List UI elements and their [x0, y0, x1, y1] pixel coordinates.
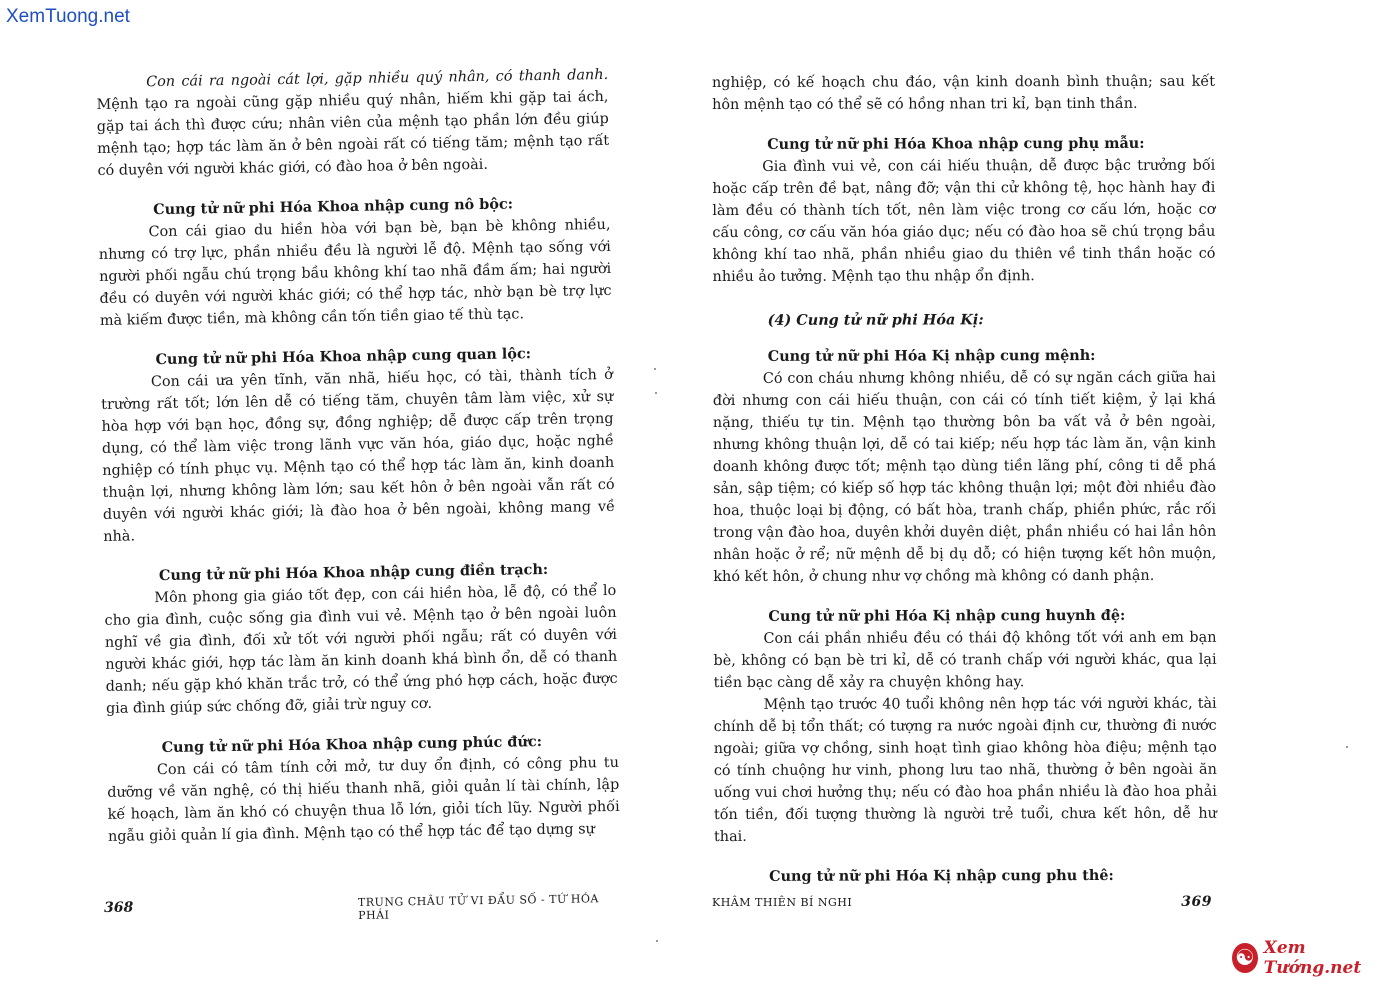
logo-text: Xem Tướng.net [1263, 938, 1362, 978]
subsection-hoa-ki: (4) Cung tử nữ phi Hóa Kị: [767, 311, 984, 329]
section-body-quan-loc: Con cái ưa yên tĩnh, văn nhã, hiếu học, có tài, thành tích ở trường rất tốt; lớn lên dễ có tiếng tăm, chuyên tâm làm việc, xử sự hòa hợp với bạn học, đồng sự, đồng nghiệp; dễ được cấp trên trọng dụng, có thể làm việc trong lãnh vực văn hóa, giáo dục, hoặc nghề nghiệp có tính phục vụ. Mệnh tạo có thể hợp tác làm ăn, kinh doanh thuận lợi, nhưng không làm lớn; sau kết hôn ở bên ngoài vẫn rất có duyên với người khác giới; là đào hoa ở bên ngoài, không mang về nhà. [101, 366, 616, 545]
section-body-huynh-de: Con cái phần nhiều đều có thái độ không tốt với anh em bạn bè, không có bạn bè tri kỉ, dễ có tranh chấp với người khác, qua lại tiền bạc càng dễ xảy ra chuyện không hay. [713, 630, 1217, 692]
section-body-no-boc: Con cái giao du hiền hòa với bạn bè, bạn bè không nhiều, nhưng có trợ lực, phần nhiều đều là người lễ độ. Mệnh tạo sống với người phối ngẫu chú trọng bầu không khí tao nhã đầm ấm; hai người đều có duyên với người khác giới; có thể hợp tác, nhờ bạn bè trợ lực mà kiếm được tiền, mà không cần tốn tiền giao tế thù tạc. [98, 216, 612, 329]
scan-speck [1346, 746, 1348, 748]
section-heading-phu-mau: Cung tử nữ phi Hóa Khoa nhập cung phụ mẫu: [767, 134, 1145, 153]
section-heading-phu-the: Cung tử nữ phi Hóa Kị nhập cung phu thê: [769, 867, 1114, 886]
left-intro-body: Mệnh tạo ra ngoài cũng gặp nhiều quý nhân, hiếm khi gặp tai ách, gặp tai ách thì được cứu; nhân viên của mệnh tạo phần lớn đều giúp mệnh tạo; hợp tác làm ăn ở bên ngoài rất có tiếng tăm; mệnh tạo rất có duyên với người khác giới, có đào hoa ở bên ngoài. [96, 88, 610, 179]
scan-speck [656, 940, 658, 942]
left-footer [103, 892, 614, 923]
section-heading-quan-loc: Cung tử nữ phi Hóa Khoa nhập cung quan lộc: [155, 345, 532, 369]
yin-yang-icon: ☯ [1232, 943, 1258, 973]
section-body-phuc-duc: Con cái có tâm tính cởi mở, tư duy ổn định, có công phu tu dưỡng về văn nghệ, có thị hiếu thanh nhã, giỏi quản lí tài chính, lập kế hoạch, làm ăn khó có chuyện thua lỗ lớn, giỏi tích lũy. Người phối ngẫu giỏi quản lí gia đình. Mệnh tạo có thể hợp tác để tạo dựng sự [107, 754, 620, 845]
section-heading-huynh-de: Cung tử nữ phi Hóa Kị nhập cung huynh đệ: [768, 607, 1126, 626]
section-heading-dien-trach: Cung tử nữ phi Hóa Khoa nhập cung điền trạch: [158, 560, 549, 585]
section-body-dien-trach: Môn phong gia giáo tốt đẹp, con cái hiền hòa, lễ độ, có thể lo cho gia đình, cuộc sống gia đình vui vẻ. Mệnh tạo ở bên ngoài luôn nghĩ về gia đình, đối xử tốt với người phối ngẫu; rất có duyên với người khác giới, hợp tác làm ăn kinh doanh khá bình ổn, dễ có thanh danh; nếu gặp khó khăn trắc trở, có thể ứng phó hợp cách, hoặc được gia đình giúp sức chống đỡ, giải trừ nguy cơ. [104, 582, 618, 717]
section-heading-no-boc: Cung tử nữ phi Hóa Khoa nhập cung nô bộc: [153, 195, 514, 219]
right-page [712, 71, 1217, 889]
section-body-huynh-de-2: Mệnh tạo trước 40 tuổi không nên hợp tác với người khác, tài chính dễ bị tổn thất; có tượng ra nước ngoài định cư, thường đi nước ngoài; giữa vợ chồng, sinh hoạt tình giao không hòa điệu; mệnh tạo có tính chuộng hư vinh, phong lưu tao nhã, thường ở bên ngoài ăn uống vui chơi hưởng thụ; nếu có đào hoa phần nhiều là đào hoa phải tốn tiền, đối tượng thường là người trẻ tuổi, chưa kết hôn, dễ hư thai. [713, 696, 1217, 846]
section-heading-phuc-duc: Cung tử nữ phi Hóa Khoa nhập cung phúc đức: [161, 733, 543, 757]
left-intro [96, 64, 610, 182]
site-watermark: XemTuong.net [6, 6, 130, 27]
section-body-menh: Có con cháu nhưng không nhiều, dễ có sự ngăn cách giữa hai đời nhưng con cái hiếu thuận, con cái có tính tiết kiệm, ỷ lại khá nặng, thiếu tự tin. Mệnh tạo thường bôn ba vất vả ở bên ngoài, nhưng không thuận lợi, dễ có tai kiếp; nếu hợp tác làm ăn, vận kinh doanh không được tốt; mệnh tạo dùng tiền lãng phí, công ti dễ phá sản, sập tiệm; có kiếp số hợp tác không thuận lợi; một đời nhiều đào hoa, thuộc loại bị động, có bất hòa, tranh chấp, phiền phức, rắc rối trong vận đào hoa, duyên khởi duyên diệt, phần nhiều có hai lần hôn nhân hoặc ở rể; nữ mệnh dễ bị dụ dỗ; có hiện tượng kết hôn muộn, khó kết hôn, ở chung như vợ chồng mà không có danh phận. [712, 370, 1217, 586]
section-heading-menh: Cung tử nữ phi Hóa Kị nhập cung mệnh: [767, 347, 1096, 366]
right-footer [712, 896, 1212, 909]
left-footer-title: TRUNG CHÂU TỬ VI ĐẨU SỐ - TỨ HÓA PHÁI [357, 892, 599, 923]
section-body-phu-mau: Gia đình vui vẻ, con cái hiếu thuận, dễ được bậc trưởng bối hoặc cấp trên đề bạt, nâng đỡ; vận thi cử không tệ, học hành hay đi làm đều có thành tích tốt, nên làm việc trong cơ cấu lớn, hoặc cơ cấu công, cơ cấu văn hóa giáo dục; nếu có đào hoa sẽ chú trọng bầu không khí tao nhã, phần nhiều giao du thiên về tinh thần hoặc có nhiều ảo tưởng. Mệnh tạo thu nhập ổn định. [712, 157, 1216, 285]
right-continuation: nghiệp, có kế hoạch chu đáo, vận kinh doanh bình thuận; sau kết hôn mệnh tạo có thể sẽ có hồng nhan tri kỉ, bạn tinh thần. [712, 73, 1216, 113]
left-page [96, 64, 620, 848]
scan-speck [655, 392, 657, 394]
left-intro-italic: Con cái ra ngoài cát lợi, gặp nhiều quý nhân, có thanh danh. [146, 66, 609, 91]
right-footer-title: KHÂM THIÊN BÍ NGHI [712, 896, 853, 909]
right-page-number: 369 [1181, 894, 1212, 910]
left-page-number: 368 [103, 899, 134, 917]
scan-speck [654, 368, 656, 370]
site-logo [1232, 940, 1388, 976]
